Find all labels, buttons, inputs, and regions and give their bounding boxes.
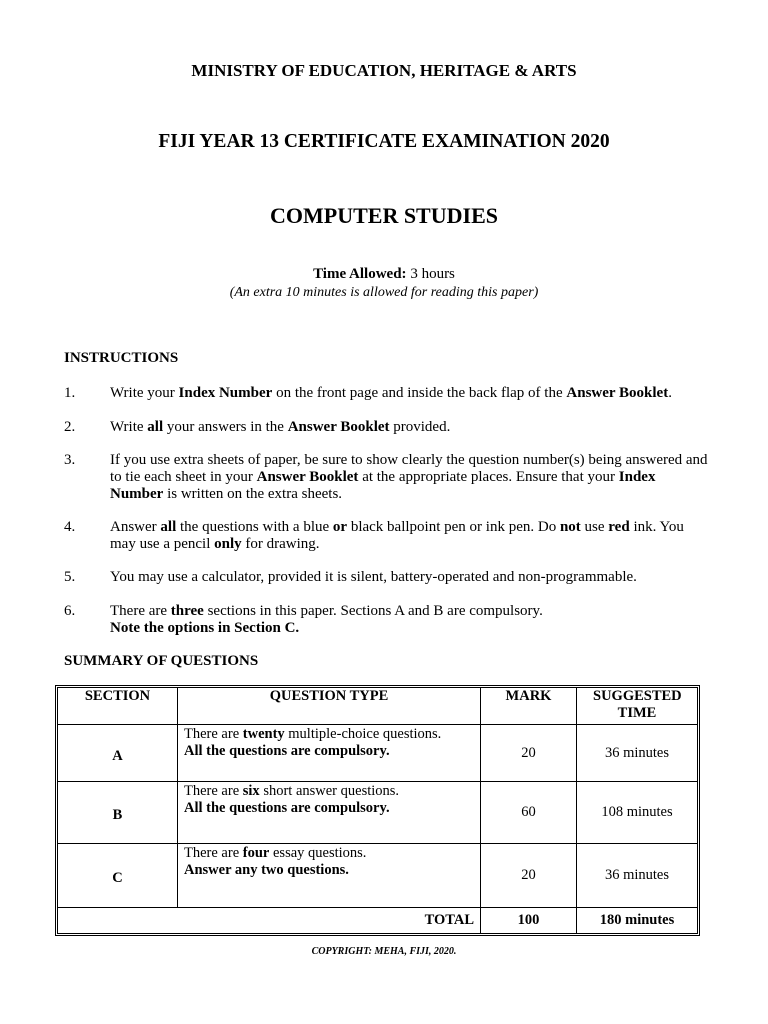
question-type-line — [184, 726, 474, 743]
section-cell: C — [58, 844, 178, 908]
instruction-number: 4. — [64, 519, 76, 535]
text-run: ink. You may use a pencil — [110, 519, 684, 552]
instruction-number: 2. — [64, 419, 76, 435]
column-header-suggested-time — [577, 688, 697, 725]
emphasis-text: or — [332, 519, 348, 535]
emphasis-text: only — [214, 536, 242, 552]
question-type-line — [184, 845, 474, 862]
instructions-heading: INSTRUCTIONS — [64, 350, 179, 366]
emphasis-text: Index Number — [110, 469, 656, 502]
emphasis-text: twenty — [242, 726, 285, 742]
emphasis-text: all — [147, 419, 164, 435]
emphasis-text: all — [160, 519, 177, 535]
section-cell: A — [58, 725, 178, 782]
emphasis-text: Answer Booklet — [256, 469, 359, 485]
section-cell: B — [58, 782, 178, 844]
text-run: Answer — [110, 519, 161, 535]
column-header-section: SECTION — [58, 688, 178, 725]
time-allowed-value: 3 hours — [410, 266, 455, 282]
mark-cell: 20 — [481, 844, 577, 908]
column-header-mark: MARK — [481, 688, 577, 725]
text-run: for drawing. — [241, 536, 320, 552]
question-type-cell — [178, 782, 481, 844]
total-mark: 100 — [481, 908, 577, 933]
instruction-text — [110, 569, 710, 586]
text-run: short answer questions. — [259, 783, 400, 799]
table-row — [58, 782, 697, 844]
text-run: There are — [110, 603, 171, 619]
text-run: There are — [184, 726, 243, 742]
subject-title: COMPUTER STUDIES — [270, 203, 498, 228]
total-row — [58, 908, 697, 933]
exam-title: FIJI YEAR 13 CERTIFICATE EXAMINATION 2020 — [158, 131, 610, 152]
suggested-time-label: SUGGESTED TIME — [593, 688, 682, 721]
total-time: 180 minutes — [599, 912, 675, 928]
time-cell: 36 minutes — [577, 725, 697, 782]
emphasis-text: Answer Booklet — [566, 385, 669, 401]
text-run: essay questions. — [269, 845, 367, 861]
emphasis-text: Answer Booklet — [287, 419, 390, 435]
text-run: Write — [110, 419, 148, 435]
instruction-number: 3. — [64, 452, 76, 468]
emphasis-text: three — [170, 603, 204, 619]
instruction-text — [110, 385, 710, 402]
time-cell: 36 minutes — [577, 844, 697, 908]
text-run: If you use extra sheets of paper, be sure to show clearly the question number(s) being answered and to tie each sheet in your — [110, 452, 708, 485]
instruction-number: 6. — [64, 603, 76, 619]
table-header-row — [58, 688, 697, 725]
question-type-rule: Answer any two questions. — [184, 862, 349, 878]
instruction-text — [110, 452, 710, 503]
instruction-text — [110, 419, 710, 436]
emphasis-text: red — [608, 519, 630, 535]
text-run: provided. — [389, 419, 451, 435]
text-run: your answers in the — [163, 419, 288, 435]
emphasis-text: six — [242, 783, 260, 799]
instruction-text — [110, 603, 710, 637]
text-run: You may use a calculator, provided it is silent, battery-operated and non-programmable. — [110, 569, 637, 585]
ministry-title: MINISTRY OF EDUCATION, HERITAGE & ARTS — [191, 61, 577, 80]
summary-heading: SUMMARY OF QUESTIONS — [64, 653, 259, 669]
question-type-rule: All the questions are compulsory. — [184, 800, 390, 816]
text-run: There are — [184, 845, 243, 861]
text-run: There are — [184, 783, 243, 799]
mark-cell: 60 — [481, 782, 577, 844]
question-type-line — [184, 783, 474, 800]
emphasis-text: not — [559, 519, 581, 535]
text-run: sections in this paper. Sections A and B are compulsory. — [203, 603, 543, 619]
time-note: (An extra 10 minutes is allowed for reading this paper) — [229, 285, 539, 300]
column-header-question-type: QUESTION TYPE — [178, 688, 481, 725]
table-row — [58, 844, 697, 908]
instruction-text — [110, 519, 710, 553]
text-run: on the front page and inside the back flap of the — [272, 385, 567, 401]
text-run: Write your — [110, 385, 179, 401]
copyright-notice: COPYRIGHT: MEHA, FIJI, 2020. — [311, 946, 457, 957]
time-allowed — [0, 266, 768, 283]
summary-table — [57, 687, 698, 934]
instruction-number: 1. — [64, 385, 76, 401]
text-run: multiple-choice questions. — [284, 726, 442, 742]
text-run: at the appropriate places. Ensure that your — [358, 469, 619, 485]
question-type-rule: All the questions are compulsory. — [184, 743, 390, 759]
text-run: . — [668, 385, 672, 401]
section-c-note: Note the options in Section C. — [110, 620, 300, 636]
question-type-cell — [178, 844, 481, 908]
time-cell: 108 minutes — [577, 782, 697, 844]
total-label: TOTAL — [58, 908, 481, 933]
text-run: is written on the extra sheets. — [163, 486, 343, 502]
text-run: use — [580, 519, 609, 535]
mark-cell: 20 — [481, 725, 577, 782]
question-type-cell — [178, 725, 481, 782]
emphasis-text: four — [242, 845, 270, 861]
instruction-text-line — [110, 603, 543, 619]
text-run: the questions with a blue — [176, 519, 333, 535]
instruction-number: 5. — [64, 569, 76, 585]
emphasis-text: Index Number — [178, 385, 273, 401]
time-allowed-label: Time Allowed: — [313, 266, 407, 282]
table-row — [58, 725, 697, 782]
text-run: black ballpoint pen or ink pen. Do — [347, 519, 560, 535]
